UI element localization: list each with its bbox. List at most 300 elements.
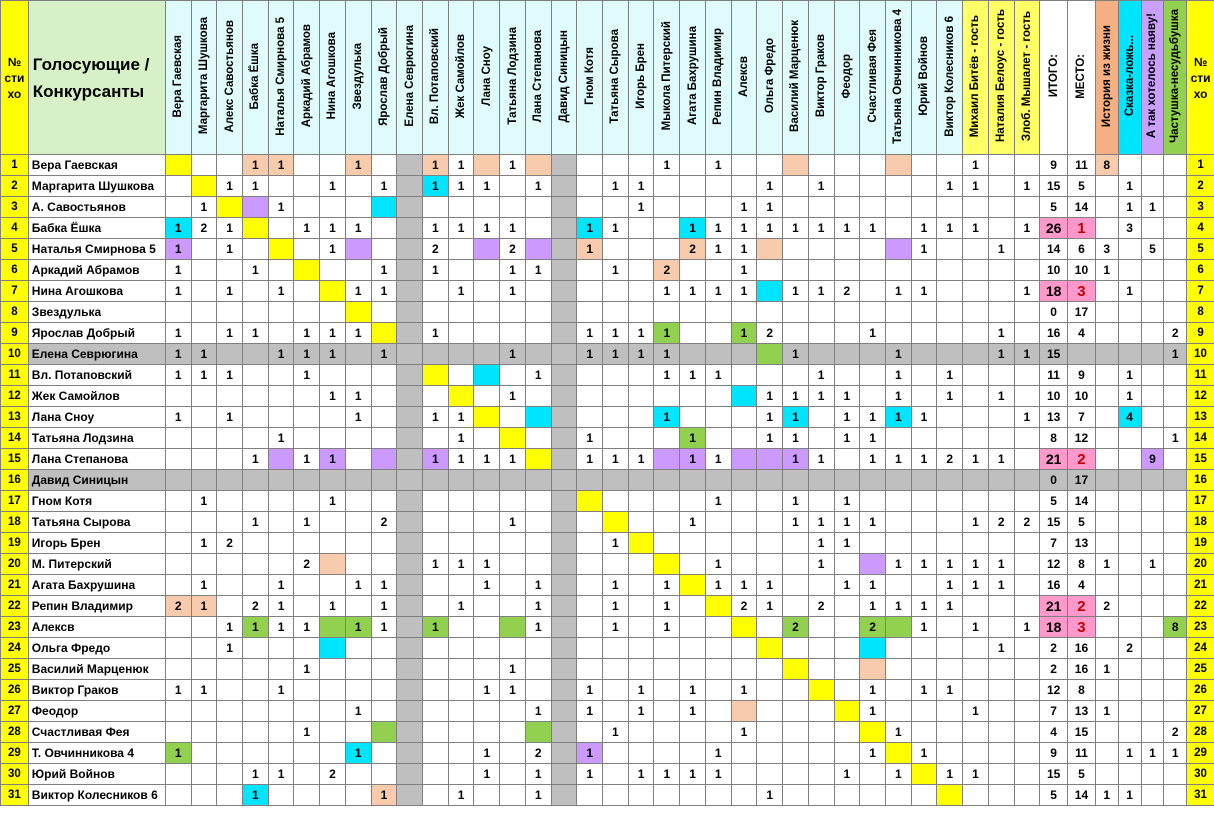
vote-cell: 1 — [500, 155, 526, 176]
vote-cell: 1 — [448, 155, 474, 176]
vote-cell — [731, 428, 757, 449]
vote-cell: 1 — [757, 197, 783, 218]
voter-column-header — [551, 1, 577, 155]
vote-cell: 2 — [731, 596, 757, 617]
vote-cell — [808, 638, 834, 659]
vote-cell: 1 — [217, 176, 243, 197]
vote-cell — [911, 344, 937, 365]
vote-cell: 1 — [603, 617, 629, 638]
vote-cell: 1 — [165, 281, 191, 302]
vote-cell — [860, 302, 886, 323]
vote-cell: 1 — [988, 554, 1014, 575]
voter-column-header — [911, 1, 937, 155]
vote-cell — [474, 659, 500, 680]
voter-name: Вл. Потаповский — [429, 27, 442, 125]
vote-cell: 1 — [705, 239, 731, 260]
vote-cell — [603, 659, 629, 680]
vote-cell — [834, 344, 860, 365]
nomination-cell — [1118, 428, 1141, 449]
total-score: 15 — [1040, 764, 1068, 785]
vote-cell — [757, 302, 783, 323]
vote-cell — [783, 176, 809, 197]
nomination-cell — [1164, 680, 1187, 701]
vote-cell — [320, 281, 346, 302]
vote-cell: 1 — [603, 449, 629, 470]
nomination-cell — [1164, 239, 1187, 260]
vote-cell — [834, 365, 860, 386]
nomination-cell — [1141, 323, 1164, 344]
vote-cell — [525, 659, 551, 680]
vote-cell — [500, 533, 526, 554]
vote-cell — [705, 323, 731, 344]
table-row — [1, 281, 1214, 302]
vote-cell — [217, 596, 243, 617]
vote-cell: 1 — [654, 407, 680, 428]
vote-cell: 2 — [834, 281, 860, 302]
vote-cell — [294, 638, 320, 659]
vote-cell — [191, 743, 217, 764]
vote-cell: 1 — [371, 785, 397, 806]
place: 7 — [1068, 407, 1096, 428]
vote-cell — [731, 512, 757, 533]
vote-cell — [525, 323, 551, 344]
vote-cell — [448, 680, 474, 701]
vote-cell: 1 — [808, 176, 834, 197]
vote-cell — [217, 554, 243, 575]
vote-cell — [988, 533, 1014, 554]
vote-cell — [860, 533, 886, 554]
vote-cell — [603, 764, 629, 785]
vote-cell: 1 — [320, 218, 346, 239]
nomination-cell — [1095, 491, 1118, 512]
vote-cell — [397, 344, 423, 365]
vote-cell — [654, 428, 680, 449]
row-number-header-right: № сти хо — [1187, 1, 1214, 155]
vote-cell: 1 — [242, 155, 268, 176]
voter-name: Михаил Битёв - гость — [969, 14, 982, 138]
vote-cell — [885, 197, 911, 218]
vote-cell: 1 — [911, 554, 937, 575]
total-score: 18 — [1040, 281, 1068, 302]
vote-cell: 2 — [525, 743, 551, 764]
nomination-header — [1118, 1, 1141, 155]
vote-cell — [242, 491, 268, 512]
vote-cell — [345, 302, 371, 323]
vote-cell — [1014, 239, 1040, 260]
vote-cell — [603, 743, 629, 764]
vote-cell — [165, 197, 191, 218]
vote-cell — [242, 365, 268, 386]
vote-cell — [937, 785, 963, 806]
vote-cell — [371, 428, 397, 449]
nomination-cell — [1141, 428, 1164, 449]
vote-cell: 1 — [783, 449, 809, 470]
vote-cell: 1 — [345, 281, 371, 302]
vote-cell: 1 — [474, 176, 500, 197]
nomination-cell: 1 — [1164, 344, 1187, 365]
vote-cell: 1 — [963, 617, 989, 638]
vote-cell — [937, 155, 963, 176]
vote-cell — [448, 239, 474, 260]
vote-cell: 1 — [294, 218, 320, 239]
vote-cell: 2 — [757, 323, 783, 344]
total-score: 21 — [1040, 596, 1068, 617]
total-score: 5 — [1040, 197, 1068, 218]
vote-cell — [603, 680, 629, 701]
vote-cell — [165, 155, 191, 176]
nomination-cell — [1164, 638, 1187, 659]
row-number: 2 — [1, 176, 29, 197]
nomination-cell: 2 — [1095, 596, 1118, 617]
contestant-name: Т. Овчинникова 4 — [28, 743, 165, 764]
place: 3 — [1068, 281, 1096, 302]
vote-cell — [860, 365, 886, 386]
vote-cell — [191, 239, 217, 260]
vote-cell: 1 — [371, 617, 397, 638]
vote-cell: 1 — [371, 596, 397, 617]
vote-cell — [808, 743, 834, 764]
row-number-right: 25 — [1187, 659, 1214, 680]
vote-cell — [217, 512, 243, 533]
vote-cell — [628, 155, 654, 176]
place: 15 — [1068, 722, 1096, 743]
vote-cell — [783, 197, 809, 218]
vote-cell — [654, 680, 680, 701]
contestant-name: Алексв — [28, 617, 165, 638]
nomination-cell — [1164, 176, 1187, 197]
vote-cell: 1 — [191, 197, 217, 218]
vote-cell: 1 — [885, 407, 911, 428]
vote-cell: 1 — [474, 680, 500, 701]
vote-cell — [551, 365, 577, 386]
vote-cell — [423, 302, 449, 323]
vote-cell — [731, 176, 757, 197]
vote-cell: 1 — [525, 575, 551, 596]
vote-cell: 1 — [628, 764, 654, 785]
vote-cell — [551, 533, 577, 554]
vote-cell — [191, 764, 217, 785]
vote-cell — [988, 701, 1014, 722]
nomination-cell — [1164, 491, 1187, 512]
vote-cell — [551, 155, 577, 176]
vote-cell — [731, 638, 757, 659]
nomination-header — [1141, 1, 1164, 155]
nomination-cell — [1118, 701, 1141, 722]
vote-cell: 1 — [885, 386, 911, 407]
vote-cell — [731, 491, 757, 512]
vote-cell — [860, 281, 886, 302]
nomination-cell — [1118, 764, 1141, 785]
voter-name: Лана Сноу — [480, 46, 493, 106]
table-row — [1, 323, 1214, 344]
vote-cell: 1 — [705, 155, 731, 176]
nomination-cell: 1 — [1118, 197, 1141, 218]
vote-cell — [294, 533, 320, 554]
vote-cell — [808, 239, 834, 260]
vote-cell — [911, 323, 937, 344]
row-number: 29 — [1, 743, 29, 764]
row-number: 5 — [1, 239, 29, 260]
vote-cell: 1 — [705, 218, 731, 239]
vote-cell — [191, 785, 217, 806]
vote-cell — [217, 764, 243, 785]
vote-cell — [217, 302, 243, 323]
place: 10 — [1068, 386, 1096, 407]
row-number-right: 11 — [1187, 365, 1214, 386]
vote-cell — [988, 260, 1014, 281]
vote-cell — [680, 386, 706, 407]
vote-cell — [911, 764, 937, 785]
vote-cell — [474, 386, 500, 407]
vote-cell: 1 — [500, 218, 526, 239]
vote-cell — [860, 722, 886, 743]
vote-cell — [757, 680, 783, 701]
vote-cell — [757, 512, 783, 533]
vote-cell: 1 — [165, 365, 191, 386]
vote-cell — [1014, 659, 1040, 680]
vote-cell — [808, 575, 834, 596]
vote-cell — [680, 575, 706, 596]
nomination-cell — [1164, 596, 1187, 617]
vote-cell — [294, 785, 320, 806]
total-header — [1040, 1, 1068, 155]
vote-cell: 1 — [988, 575, 1014, 596]
total-score: 15 — [1040, 344, 1068, 365]
vote-cell — [1014, 155, 1040, 176]
vote-cell — [757, 659, 783, 680]
voter-name: Вера Гаевская — [172, 34, 185, 118]
vote-cell — [525, 449, 551, 470]
vote-cell — [628, 575, 654, 596]
vote-cell — [294, 155, 320, 176]
nomination-cell — [1164, 575, 1187, 596]
vote-cell: 1 — [860, 680, 886, 701]
vote-cell — [808, 701, 834, 722]
vote-cell: 1 — [860, 449, 886, 470]
row-number-right: 1 — [1187, 155, 1214, 176]
vote-cell — [603, 491, 629, 512]
vote-cell — [500, 197, 526, 218]
vote-cell — [963, 680, 989, 701]
vote-cell — [397, 176, 423, 197]
total-score: 13 — [1040, 407, 1068, 428]
vote-cell: 1 — [628, 449, 654, 470]
nomination-cell: 3 — [1118, 218, 1141, 239]
vote-cell: 1 — [525, 764, 551, 785]
vote-cell: 1 — [320, 239, 346, 260]
contestant-name: Татьяна Лодзина — [28, 428, 165, 449]
vote-cell — [525, 554, 551, 575]
row-number: 16 — [1, 470, 29, 491]
vote-cell: 1 — [783, 491, 809, 512]
contestant-name: Жек Самойлов — [28, 386, 165, 407]
vote-cell: 1 — [937, 575, 963, 596]
nomination-cell — [1118, 260, 1141, 281]
vote-cell — [680, 785, 706, 806]
vote-cell — [242, 302, 268, 323]
vote-cell: 1 — [525, 176, 551, 197]
vote-cell — [500, 575, 526, 596]
vote-cell — [654, 218, 680, 239]
nomination-cell — [1118, 533, 1141, 554]
vote-cell — [963, 785, 989, 806]
vote-cell: 1 — [1014, 281, 1040, 302]
vote-cell: 2 — [423, 239, 449, 260]
vote-cell: 1 — [628, 197, 654, 218]
vote-cell — [242, 386, 268, 407]
vote-cell — [783, 764, 809, 785]
vote-cell: 1 — [165, 407, 191, 428]
vote-cell: 1 — [448, 218, 474, 239]
vote-cell — [757, 239, 783, 260]
nomination-cell — [1095, 428, 1118, 449]
vote-cell — [474, 638, 500, 659]
vote-cell — [757, 470, 783, 491]
vote-cell — [320, 680, 346, 701]
vote-cell — [551, 281, 577, 302]
vote-cell — [423, 659, 449, 680]
total-score: 9 — [1040, 155, 1068, 176]
vote-cell — [808, 680, 834, 701]
vote-cell — [268, 743, 294, 764]
vote-cell: 1 — [371, 281, 397, 302]
voter-name: Игорь Брен — [635, 43, 648, 109]
nomination-label: А так хотелось наяву! — [1146, 13, 1159, 139]
vote-cell — [988, 281, 1014, 302]
vote-cell: 1 — [680, 764, 706, 785]
vote-cell — [577, 491, 603, 512]
vote-cell — [371, 638, 397, 659]
vote-cell — [345, 197, 371, 218]
vote-cell: 1 — [603, 575, 629, 596]
total-score: 2 — [1040, 638, 1068, 659]
vote-cell — [628, 659, 654, 680]
vote-cell — [345, 785, 371, 806]
vote-cell: 1 — [525, 365, 551, 386]
vote-cell — [603, 785, 629, 806]
vote-cell — [603, 365, 629, 386]
vote-cell: 1 — [731, 260, 757, 281]
vote-cell: 1 — [885, 281, 911, 302]
vote-cell — [783, 365, 809, 386]
vote-cell: 1 — [474, 218, 500, 239]
nomination-cell: 1 — [1118, 743, 1141, 764]
vote-cell — [217, 344, 243, 365]
vote-cell — [242, 428, 268, 449]
vote-cell: 1 — [783, 344, 809, 365]
vote-cell — [191, 407, 217, 428]
vote-cell — [371, 407, 397, 428]
row-number: 6 — [1, 260, 29, 281]
total-score: 12 — [1040, 554, 1068, 575]
vote-cell — [885, 743, 911, 764]
vote-cell — [834, 701, 860, 722]
vote-cell: 1 — [654, 617, 680, 638]
row-number: 7 — [1, 281, 29, 302]
vote-cell — [217, 575, 243, 596]
vote-cell — [294, 680, 320, 701]
vote-cell: 1 — [834, 218, 860, 239]
vote-cell — [705, 596, 731, 617]
voter-column-header — [988, 1, 1014, 155]
vote-cell: 1 — [885, 554, 911, 575]
voter-column-header — [165, 1, 191, 155]
vote-cell: 1 — [911, 239, 937, 260]
vote-cell: 1 — [525, 596, 551, 617]
row-number-header: № сти хо — [1, 1, 29, 155]
voter-column-header — [808, 1, 834, 155]
vote-cell — [834, 176, 860, 197]
nomination-cell — [1164, 218, 1187, 239]
vote-cell — [242, 281, 268, 302]
vote-cell: 1 — [937, 386, 963, 407]
vote-cell: 1 — [268, 428, 294, 449]
vote-cell — [885, 260, 911, 281]
vote-cell: 1 — [860, 575, 886, 596]
vote-cell — [628, 743, 654, 764]
vote-cell — [320, 533, 346, 554]
vote-cell: 1 — [654, 155, 680, 176]
vote-cell — [268, 470, 294, 491]
vote-cell: 1 — [937, 596, 963, 617]
vote-cell — [397, 638, 423, 659]
vote-cell: 1 — [1014, 176, 1040, 197]
vote-cell: 1 — [808, 512, 834, 533]
vote-cell — [551, 302, 577, 323]
nomination-cell — [1095, 722, 1118, 743]
vote-cell: 1 — [423, 554, 449, 575]
table-row — [1, 512, 1214, 533]
vote-cell — [268, 407, 294, 428]
vote-cell — [628, 218, 654, 239]
vote-cell: 2 — [654, 260, 680, 281]
vote-cell — [294, 197, 320, 218]
vote-cell: 1 — [783, 512, 809, 533]
vote-cell — [448, 365, 474, 386]
vote-cell: 1 — [680, 701, 706, 722]
vote-cell — [448, 575, 474, 596]
vote-cell — [937, 470, 963, 491]
vote-cell — [448, 617, 474, 638]
row-number: 30 — [1, 764, 29, 785]
vote-cell — [885, 512, 911, 533]
vote-cell — [783, 680, 809, 701]
vote-cell: 1 — [191, 596, 217, 617]
vote-cell — [937, 197, 963, 218]
vote-cell — [757, 449, 783, 470]
vote-cell — [628, 491, 654, 512]
vote-cell: 1 — [937, 176, 963, 197]
row-number-right: 14 — [1187, 428, 1214, 449]
vote-cell — [834, 323, 860, 344]
vote-cell — [577, 638, 603, 659]
total-score: 8 — [1040, 428, 1068, 449]
voter-name: Лана Степанова — [532, 29, 545, 123]
vote-cell: 1 — [474, 554, 500, 575]
vote-cell — [628, 302, 654, 323]
vote-cell — [397, 701, 423, 722]
vote-cell — [731, 302, 757, 323]
vote-cell: 1 — [500, 344, 526, 365]
vote-cell: 1 — [165, 680, 191, 701]
vote-cell — [320, 260, 346, 281]
vote-cell: 1 — [448, 596, 474, 617]
vote-cell — [988, 743, 1014, 764]
vote-cell — [191, 176, 217, 197]
total-score: 2 — [1040, 659, 1068, 680]
vote-cell — [242, 533, 268, 554]
total-score: 5 — [1040, 785, 1068, 806]
